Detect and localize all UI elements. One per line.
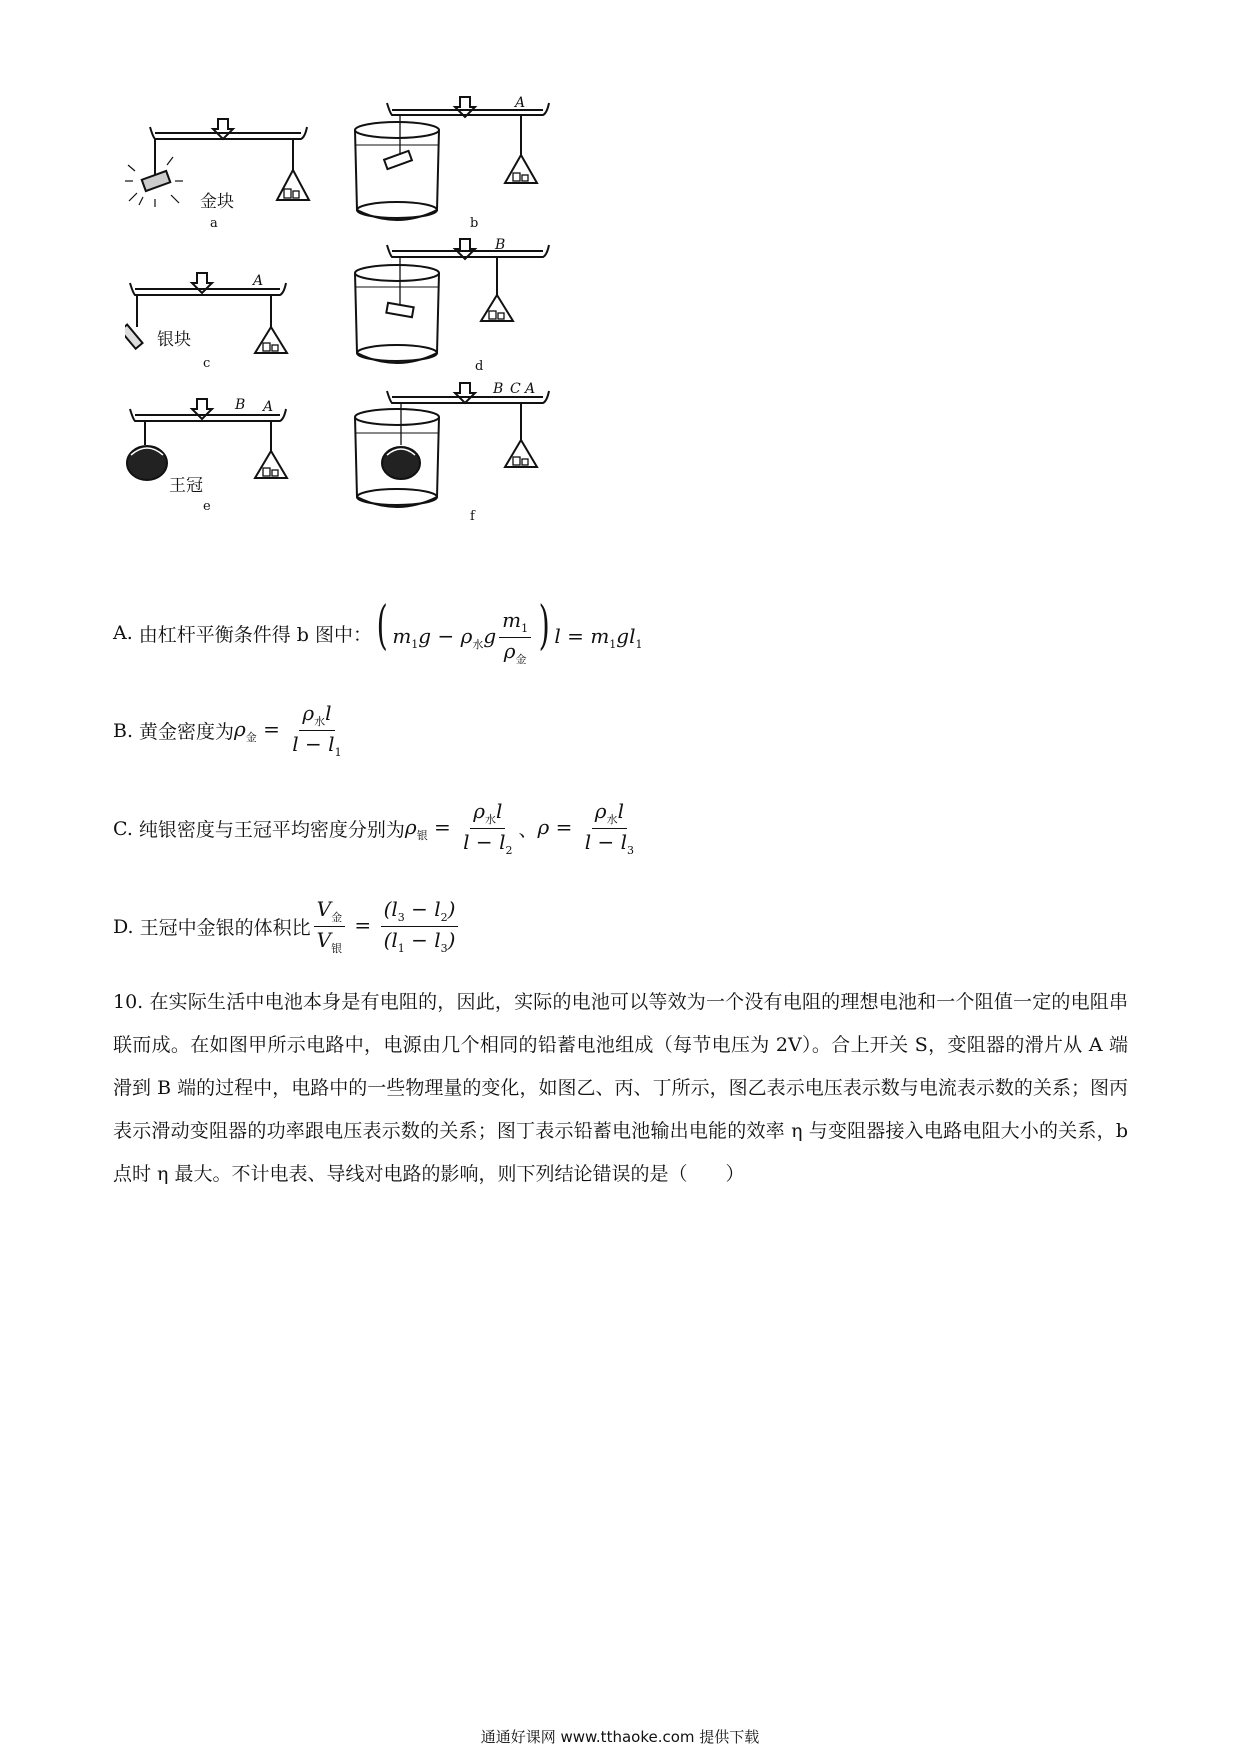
option-b-formula: $\rho_金$ = $\frac{\rho_水l}{l - l_1}$ [234, 701, 342, 760]
label-d: d [475, 359, 484, 374]
mark-B-f: B [493, 381, 504, 397]
mark-A-b: A [515, 95, 526, 111]
figure-a [125, 119, 309, 231]
mark-A-c: A [253, 273, 264, 289]
option-d-formula: $\frac{V_金}{V_银}$ = $\frac{(l_3 - l_2)}{(l_1 - l_3)}$ [311, 898, 462, 955]
balance-figures [125, 95, 645, 585]
mark-B-e: B [235, 397, 246, 413]
option-b-label: B. [113, 719, 134, 742]
figure-b [355, 95, 549, 231]
option-b-text: 黄金密度为 [139, 721, 235, 744]
label-e: e [203, 499, 211, 514]
mark-C-f: C [510, 381, 521, 397]
option-c-formula-1: $\rho_银$ = $\frac{\rho_水l}{l - l_2}$ [404, 799, 513, 858]
label-silver-block: 银块 [157, 330, 191, 350]
label-crown: 王冠 [169, 476, 203, 496]
figure-f [355, 381, 549, 524]
mark-B-d: B [495, 237, 506, 253]
option-c-text: 纯银密度与王冠平均密度分别为 [138, 819, 405, 842]
mark-A-f: A [525, 381, 536, 397]
mark-A-e: A [263, 399, 274, 415]
label-a: a [210, 216, 218, 231]
option-a-label: A. [113, 622, 133, 645]
figure-e [127, 397, 287, 514]
option-c-formula-2: ρ = $\frac{\rho_水l}{l - l_3}$ [537, 799, 635, 858]
option-a-formula: ( $m_1g - \rho_水g$ $\frac{m_1}{\rho_金}$ ) $l = m_1gl_1$ [376, 596, 643, 666]
label-gold-block: 金块 [200, 192, 234, 212]
page-footer: 通通好课网 www.tthaoke.com 提供下载 [480, 1728, 760, 1746]
label-c: c [203, 356, 211, 371]
option-d-text: 王冠中金银的体积比 [139, 917, 311, 940]
question-10 [113, 981, 1128, 1196]
question-10-text: 10. 在实际生活中电池本身是有电阻的，因此，实际的电池可以等效为一个没有电阻的理想电池和一个阻值一定的电阻串联而成。在如图甲所示电路中，电源由几个相同的铅蓄电池组成（每节电压为 2V）。合上开关 S，变阻器的滑片从 A 端滑到 B 端的过程中，电路中的一些物理量的变化，如图乙、丙、丁所示，图乙表示电压表示数与电流表示数的关系；图丙表示滑动变阻器的功率跟电压表示数的关系；图丁表示铅蓄电池输出电能的效率 η 与变阻器接入电路电阻大小的关系，b 点时 η 最大。不计电表、导线对电路的影响，则下列结论错误的是（ ） [113, 991, 1128, 1185]
option-d [113, 898, 461, 955]
label-f: f [470, 509, 475, 524]
option-b [113, 702, 348, 759]
label-b: b [470, 216, 479, 231]
figure-c [125, 273, 287, 371]
option-a [113, 596, 643, 666]
option-a-text: 由杠杆平衡条件得 b 图中： [138, 623, 373, 646]
option-d-label: D. [113, 915, 134, 938]
figure-d [355, 237, 549, 374]
option-c-separator: 、 [518, 819, 538, 842]
option-c [113, 800, 640, 857]
option-c-label: C. [113, 817, 133, 840]
